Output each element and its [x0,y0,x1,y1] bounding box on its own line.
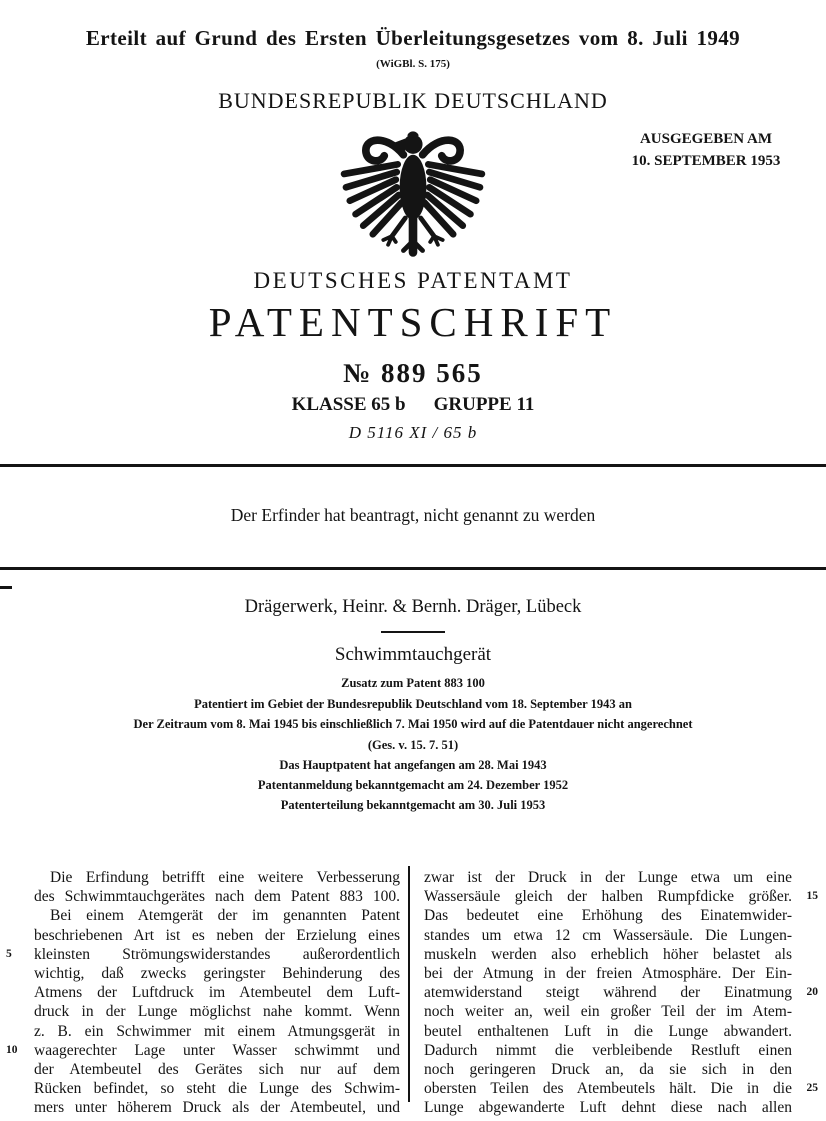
horizontal-rule-top [0,464,826,467]
line-number [792,1098,818,1117]
line-number [2,926,34,945]
text-line: atemwiderstand steigt während der Einatmung 20 [424,984,818,1002]
line-number [2,1098,34,1117]
text-line: Die Erfindung betrifft eine weitere Verbesserung [2,868,400,887]
text-line: druck in der Lunge möglichst nahe kommt. Wenn [2,1002,400,1021]
patent-note: Patentanmeldung bekanntgemacht am 24. Dezember 1952 [257,778,569,792]
invention-title: Schwimmtauchgerät [334,644,492,665]
line-number [2,906,34,925]
line-number [792,1002,818,1021]
gruppe-label: GRUPPE 11 [433,394,535,415]
line-number [792,868,818,887]
line-number: 15 [806,890,818,903]
text-line: Lunge abgewanderte Luft dehnt diese nach allen [424,1098,818,1117]
line-number: 20 [806,986,818,999]
text-line: zwar ist der Druck in der Lunge etwa um eine [424,868,818,887]
line-number: 5 [6,947,12,960]
text-line: noch geringeren Druck an, da sie sich in den [424,1060,818,1079]
file-reference: D 5116 XI / 65 b [348,423,478,442]
column-divider [408,866,410,1102]
text-line: des Schwimmtauchgerätes nach dem Patent 883 100. [2,887,400,906]
document-type-title: PATENTSCHRIFT [208,299,618,345]
patent-note: Patenterteilung bekanntgemacht am 30. Juli 1953 [280,798,546,812]
inventor-anonymity-note: Der Erfinder hat beantragt, nicht genannt zu werden [230,505,596,525]
horizontal-rule-bottom [0,567,826,570]
patent-number: № 889 565 [343,358,483,388]
line-number [2,868,34,887]
patent-note: (Ges. v. 15. 7. 51) [367,738,459,752]
text-line: der Atembeutel des Gerätes sich nur auf dem [2,1060,400,1079]
line-number [2,1079,34,1098]
patent-note: Das Hauptpatent hat angefangen am 28. Mai 1943 [279,758,547,772]
text-line: z. B. ein Schwimmer mit einem Atmungsgerät in [2,1022,400,1041]
line-number [792,906,818,925]
klasse-label: KLASSE 65 b [291,394,406,415]
issued-date: 10. SEPTEMBER 1953 [631,153,781,169]
assignee-name: Drägerwerk, Heinr. & Bernh. Dräger, Lübeck [244,597,582,617]
issued-label: AUSGEGEBEN AM [639,131,773,147]
country-name: BUNDESREPUBLIK DEUTSCHLAND [218,88,608,113]
grant-basis-line: Erteilt auf Grund des Ersten Überleitungsgesetzes vom 8. Juli 1949 [85,26,741,50]
text-line: Bei einem Atemgerät der im genannten Patent [2,906,400,925]
grant-basis-note: (WiGBl. S. 175) [376,58,450,70]
class-group-line [0,394,826,416]
line-number [2,1002,34,1021]
text-line: standes um etwa 12 cm Wassersäule. Die Lungen- [424,926,818,945]
text-line: mers unter höherem Druck als der Atembeutel, und [2,1098,400,1117]
text-line: Atmens der Luftdruck im Atembeutel dem Luft- [2,983,400,1002]
text-line: noch weiter an, weil ein großer Teil der im Atem- [424,1002,818,1021]
body-text-left-column [2,868,400,1118]
body-text-right-column [424,868,818,1118]
line-number [792,926,818,945]
text-line: beschriebenen Art ist es neben der Erzielung eines [2,926,400,945]
text-line: 10 waagerechter Lage unter Wasser schwimmt und [2,1041,400,1060]
text-line: beutel enthaltenen Luft in die Lunge abwandert. [424,1022,818,1041]
margin-dash [0,586,12,589]
text-line: wichtig, daß zwecks geringster Behinderung des [2,964,400,983]
line-number [792,945,818,964]
text-line: muskeln werden also erheblich höher belastet als [424,945,818,964]
patent-note: Der Zeitraum vom 8. Mai 1945 bis einschließlich 7. Mai 1950 wird auf die Patentdauer nicht angerechnet [133,717,693,731]
text-line: bei der Atmung in der freien Atmosphäre. Der Ein- [424,964,818,983]
text-line: Rücken befindet, so steht die Lunge des Schwim- [2,1079,400,1098]
text-line: Das bedeutet eine Erhöhung des Einatemwider- [424,906,818,925]
issue-date-block [606,128,806,172]
line-number [2,983,34,1002]
line-number [792,964,818,983]
separator-rule [381,631,445,633]
addition-to-patent-note: Zusatz zum Patent 883 100 [341,676,485,690]
text-line: obersten Teilen des Atembeutels hält. Die in die 25 [424,1080,818,1098]
patent-office-name: DEUTSCHES PATENTAMT [253,268,573,293]
line-number [792,1041,818,1060]
line-number [2,1060,34,1079]
text-line: Dadurch nimmt die verbleibende Restluft einen [424,1041,818,1060]
line-number [2,964,34,983]
line-number: 25 [806,1082,818,1095]
line-number [792,1022,818,1041]
text-line: Wassersäule gleich der halben Rumpfdicke größer. 15 [424,888,818,906]
text-line: 5 kleinsten Strömungswiderstandes außerordentlich [2,945,400,964]
patent-note: Patentiert im Gebiet der Bundesrepublik Deutschland vom 18. September 1943 an [194,697,632,711]
line-number: 10 [6,1043,18,1056]
line-number [2,1022,34,1041]
bundesadler-eagle-icon [331,128,495,262]
line-number [792,1060,818,1079]
line-number [2,887,34,906]
